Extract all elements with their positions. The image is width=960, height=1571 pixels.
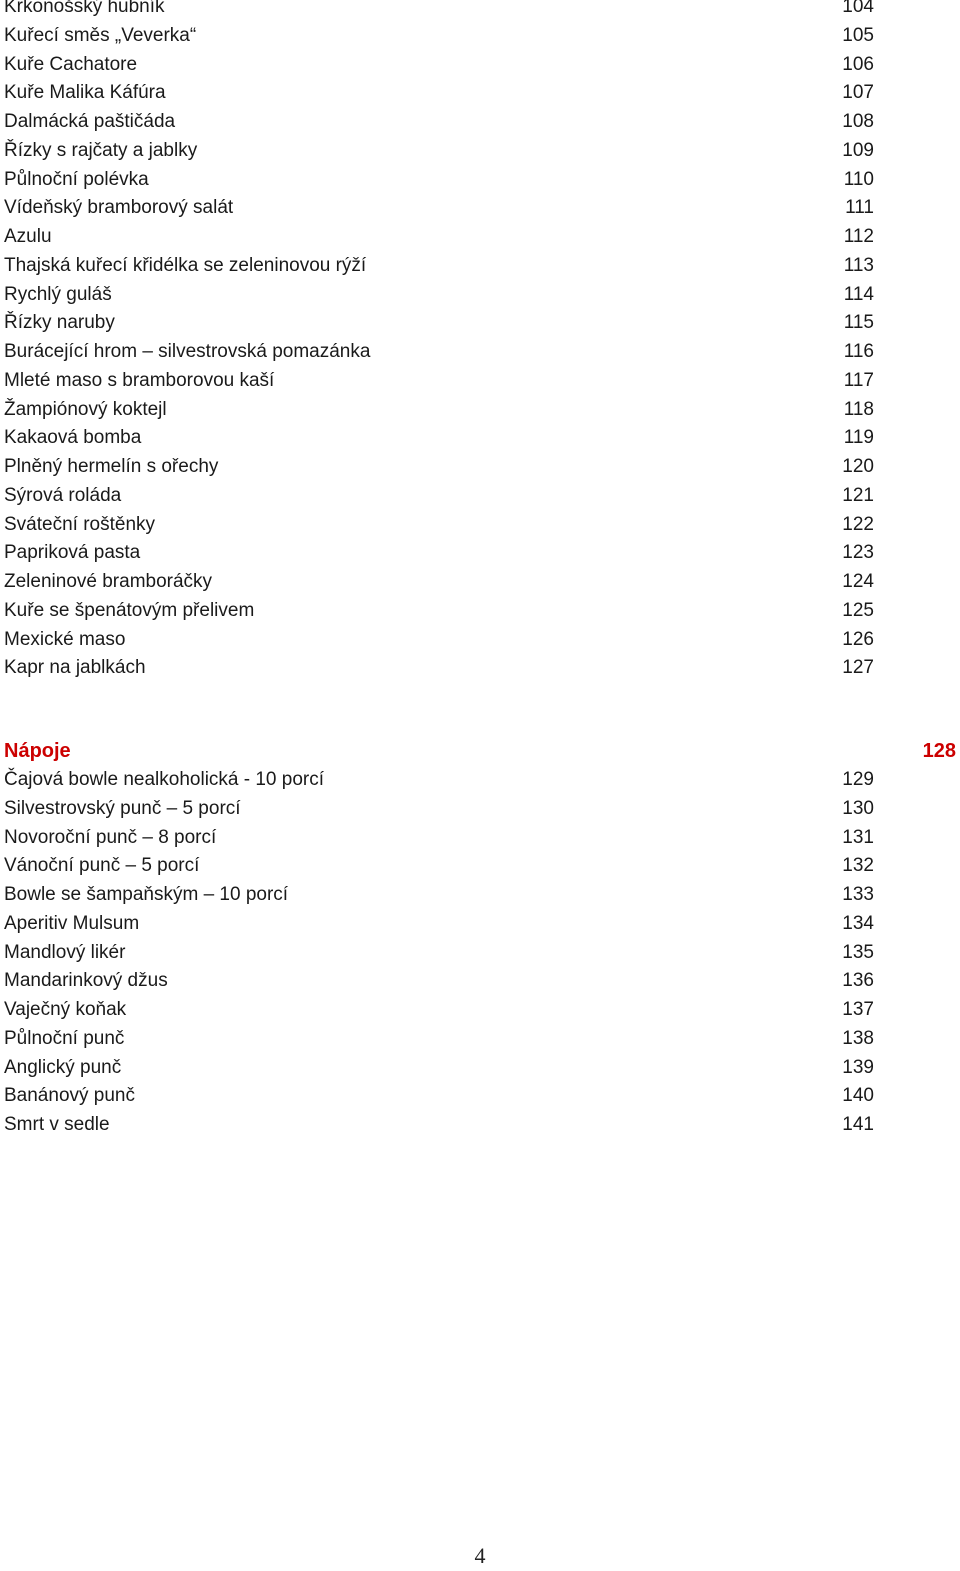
toc-entry	[4, 338, 874, 367]
toc-entry-page: 130	[842, 797, 874, 819]
toc-entry	[4, 1054, 874, 1083]
toc-entry-title: Sýrová roláda	[4, 484, 122, 506]
page-number: 4	[474, 1543, 486, 1568]
toc-entry-page: 133	[842, 884, 874, 905]
toc-entry	[4, 996, 874, 1025]
toc-entry-page: 125	[842, 599, 874, 621]
toc-entry-page: 115	[843, 312, 874, 334]
toc-entry	[4, 51, 874, 80]
toc-entry	[4, 910, 874, 939]
toc-entry-page: 114	[843, 283, 874, 305]
toc-entry	[4, 482, 874, 511]
toc-entry-page: 123	[842, 542, 874, 564]
toc-entry-page: 132	[842, 855, 874, 877]
toc-entry-title: Zeleninové bramboráčky	[4, 571, 213, 592]
toc-entry-page: 118	[843, 398, 874, 420]
toc-entry-title: Banánový punč	[4, 1085, 135, 1107]
toc-entry-page: 135	[842, 941, 874, 963]
toc-entry	[4, 852, 874, 881]
toc-entry	[4, 568, 874, 597]
toc-entry-title: Azulu	[4, 226, 52, 247]
toc-entry-page: 131	[842, 826, 874, 848]
toc-entry-page: 116	[843, 341, 874, 362]
section-heading-napoje	[4, 737, 956, 766]
toc-entry-title: Mandlový likér	[4, 941, 126, 963]
toc-entry-title: Kapr na jablkách	[4, 657, 146, 679]
toc-entry-page: 111	[845, 197, 874, 219]
toc-entry-title: Silvestrovský punč – 5 porcí	[4, 797, 241, 819]
toc-entry-title: Kuřecí směs „Veverka“	[4, 24, 197, 46]
toc-entry	[4, 539, 874, 568]
toc-entry-page: 106	[842, 53, 874, 75]
toc-entry-title: Kuře se špenátovým přelivem	[4, 599, 255, 621]
toc-entry-page: 134	[842, 912, 874, 934]
toc-entry-title: Plněný hermelín s ořechy	[4, 456, 219, 477]
toc-entry-title: Vánoční punč – 5 porcí	[4, 855, 200, 877]
toc-entry	[4, 939, 874, 968]
toc-entry-page: 129	[842, 769, 874, 790]
toc-entry-page: 120	[842, 456, 874, 477]
toc-entry-title: Mexické maso	[4, 628, 126, 650]
toc-entry-title: Mleté maso s bramborovou kaší	[4, 369, 275, 391]
toc-entry	[4, 194, 874, 223]
toc-entry-page: 117	[843, 369, 874, 391]
toc-entry-title: Půlnoční polévka	[4, 168, 149, 190]
toc-entry-title: Kakaová bomba	[4, 427, 142, 449]
toc-entry-page: 126	[842, 628, 874, 650]
toc-entry	[4, 1111, 874, 1140]
toc-entry	[4, 967, 874, 996]
toc-entry-page: 121	[842, 484, 874, 506]
toc-entry-title: Smrt v sedle	[4, 1114, 110, 1135]
toc-entry-title: Thajská kuřecí křidélka se zeleninovou rýží	[4, 254, 367, 276]
toc-entry	[4, 654, 874, 683]
toc-entry-page: 108	[842, 111, 874, 132]
toc-entry-page: 138	[842, 1027, 874, 1049]
toc-entry	[4, 424, 874, 453]
toc-entry-title: Půlnoční punč	[4, 1027, 125, 1049]
toc-entry-title: Kuře Cachatore	[4, 53, 138, 75]
toc-entry	[4, 252, 874, 281]
toc-entry-title: Vaječný koňak	[4, 999, 127, 1020]
toc-entry	[4, 626, 874, 655]
toc-entry	[4, 766, 874, 795]
toc-entry-title: Bowle se šampaňským – 10 porcí	[4, 884, 289, 905]
toc-entry-page: 113	[843, 254, 874, 276]
toc-entry	[4, 1025, 874, 1054]
toc-entry-title: Řízky naruby	[4, 312, 115, 334]
toc-entry	[4, 597, 874, 626]
toc-entry	[4, 453, 874, 482]
toc-entry-title: Žampiónový koktejl	[4, 398, 167, 420]
toc-entry-page: 124	[842, 571, 874, 592]
toc-entry	[4, 511, 874, 540]
section-heading-page: 128	[922, 740, 956, 762]
toc-entry-title: Burácející hrom – silvestrovská pomazánka	[4, 341, 371, 362]
toc-entry-page: 127	[842, 657, 874, 679]
toc-entry-title: Rychlý guláš	[4, 283, 112, 305]
toc-entry	[4, 108, 874, 137]
toc-entry-page: 140	[842, 1085, 874, 1107]
toc-entry	[4, 0, 874, 22]
toc-entry-title: Anglický punč	[4, 1056, 122, 1078]
toc-entry-page: 104	[842, 0, 874, 17]
toc-entry-title: Řízky s rajčaty a jablky	[4, 139, 198, 161]
toc-entry-page: 107	[842, 82, 874, 104]
toc-entry-title: Papriková pasta	[4, 542, 141, 564]
toc-entry-page: 139	[842, 1056, 874, 1078]
toc-entry-title: Krkonošský hubník	[4, 0, 165, 17]
toc-entry	[4, 223, 874, 252]
toc-entry-page: 136	[842, 970, 874, 992]
section-heading-title: Nápoje	[4, 740, 71, 762]
toc-entry	[4, 281, 874, 310]
toc-entry	[4, 137, 874, 166]
toc-entry-title: Vídeňský bramborový salát	[4, 197, 234, 219]
toc-entry	[4, 166, 874, 195]
toc-entry-page: 110	[843, 168, 874, 190]
toc-entry-title: Čajová bowle nealkoholická - 10 porcí	[4, 769, 325, 790]
toc-entry-title: Dalmácká paštičáda	[4, 111, 176, 132]
toc-entry-page: 119	[843, 427, 874, 449]
toc-entry-page: 112	[843, 226, 874, 247]
toc-entry-page: 141	[842, 1114, 874, 1135]
toc-entry-page: 137	[842, 999, 874, 1020]
toc-entry	[4, 79, 874, 108]
toc-entry	[4, 367, 874, 396]
toc-list-drinks	[4, 766, 874, 1140]
toc-entry-page: 109	[842, 139, 874, 161]
toc-entry-title: Mandarinkový džus	[4, 970, 168, 992]
toc-entry	[4, 881, 874, 910]
toc-entry-title: Novoroční punč – 8 porcí	[4, 826, 217, 848]
toc-entry	[4, 309, 874, 338]
toc-entry-page: 122	[842, 513, 874, 535]
toc-entry	[4, 824, 874, 853]
toc-list-recipes	[4, 0, 874, 683]
toc-entry	[4, 396, 874, 425]
toc-entry-title: Aperitiv Mulsum	[4, 912, 140, 934]
toc-entry-title: Sváteční roštěnky	[4, 513, 156, 535]
toc-entry-page: 105	[842, 24, 874, 46]
toc-entry	[4, 1082, 874, 1111]
toc-entry	[4, 795, 874, 824]
toc-entry-title: Kuře Malika Káfúra	[4, 82, 166, 104]
toc-entry	[4, 22, 874, 51]
